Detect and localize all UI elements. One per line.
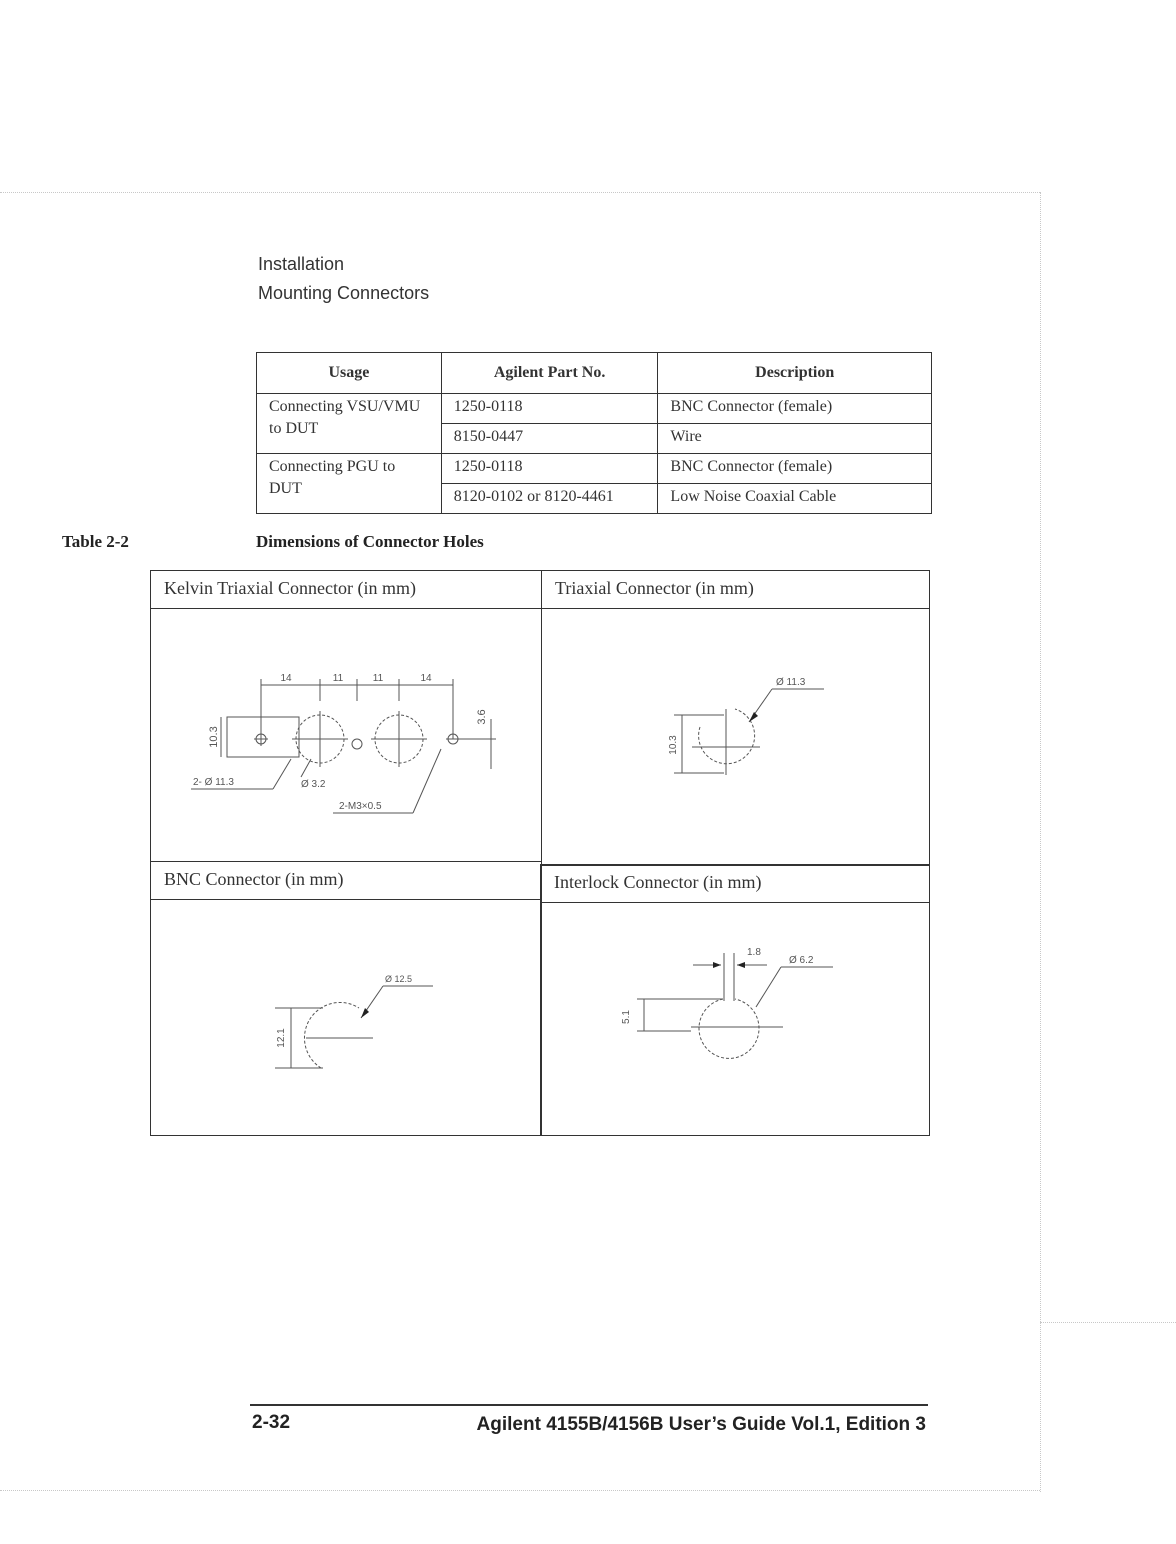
- section-header: Installation: [258, 254, 345, 274]
- bnc-dim-diameter: Ø 12.5: [385, 974, 413, 984]
- guide-title: Agilent 4155B/4156B User’s Guide Vol.1, Edition 3: [476, 1414, 926, 1435]
- triaxial-dim-diameter: Ø 11.3: [776, 677, 806, 688]
- kelvin-dim-3: 11: [372, 673, 384, 684]
- kelvin-dim-2: 11: [332, 673, 344, 684]
- kelvin-dim-1: 14: [280, 673, 292, 684]
- scan-edge-bottom: [0, 1490, 1040, 1491]
- description-cell: Low Noise Coaxial Cable: [658, 484, 932, 514]
- bnc-dim-height: 12.1: [276, 1028, 287, 1048]
- table-number: Table 2-2: [62, 532, 129, 551]
- table-header-row: [257, 353, 932, 394]
- part-cell: 1250-0118: [441, 454, 658, 484]
- triaxial-cell: [541, 570, 930, 866]
- usage-cell: Connecting VSU/VMU to DUT: [257, 394, 442, 454]
- usage-cell: Connecting PGU to DUT: [257, 454, 442, 514]
- interlock-drawing: [541, 903, 929, 1135]
- kelvin-triaxial-cell: [150, 570, 542, 862]
- part-cell: 8120-0102 or 8120-4461: [441, 484, 658, 514]
- description-cell: BNC Connector (female): [658, 394, 932, 424]
- subsection-header: Mounting Connectors: [258, 283, 430, 303]
- kelvin-triaxial-title: Kelvin Triaxial Connector (in mm): [151, 571, 541, 609]
- triaxial-dim-height: 10.3: [668, 735, 679, 755]
- connector-holes-grid: [150, 570, 930, 1136]
- page-number: 2-32: [252, 1412, 291, 1433]
- bnc-drawing: [151, 900, 541, 1135]
- scan-edge-side: [1040, 1322, 1176, 1323]
- kelvin-dim-4: 14: [420, 673, 432, 684]
- usage-table: [256, 352, 932, 514]
- column-header-part: Agilent Part No.: [441, 353, 658, 394]
- table-row: [257, 454, 932, 484]
- bnc-cell: [150, 861, 542, 1136]
- interlock-dim-slot: 1.8: [747, 947, 761, 958]
- interlock-title: Interlock Connector (in mm): [541, 865, 929, 903]
- scan-edge-top: [0, 192, 1040, 193]
- interlock-cell: [540, 864, 930, 1136]
- footer-rule: [250, 1404, 928, 1406]
- kelvin-dim-hole-main: 2- Ø 11.3: [193, 777, 234, 788]
- triaxial-drawing: [542, 609, 929, 865]
- description-cell: BNC Connector (female): [658, 454, 932, 484]
- description-cell: Wire: [658, 424, 932, 454]
- interlock-dim-diameter: Ø 6.2: [789, 955, 814, 966]
- column-header-description: Description: [658, 353, 932, 394]
- kelvin-dim-offset: 3.6: [476, 709, 488, 725]
- triaxial-title: Triaxial Connector (in mm): [542, 571, 929, 609]
- kelvin-dim-hole-small: Ø 3.2: [301, 779, 326, 790]
- kelvin-dim-screw: 2-M3×0.5: [339, 801, 382, 812]
- table-title: Dimensions of Connector Holes: [256, 532, 484, 551]
- scan-edge-right: [1040, 192, 1041, 1492]
- table-row: [257, 394, 932, 424]
- kelvin-dim-height: 10.3: [208, 726, 220, 748]
- bnc-title: BNC Connector (in mm): [151, 862, 541, 900]
- part-cell: 1250-0118: [441, 394, 658, 424]
- interlock-dim-height: 5.1: [621, 1010, 632, 1024]
- column-header-usage: Usage: [257, 353, 442, 394]
- kelvin-triaxial-drawing: [151, 609, 541, 861]
- part-cell: 8150-0447: [441, 424, 658, 454]
